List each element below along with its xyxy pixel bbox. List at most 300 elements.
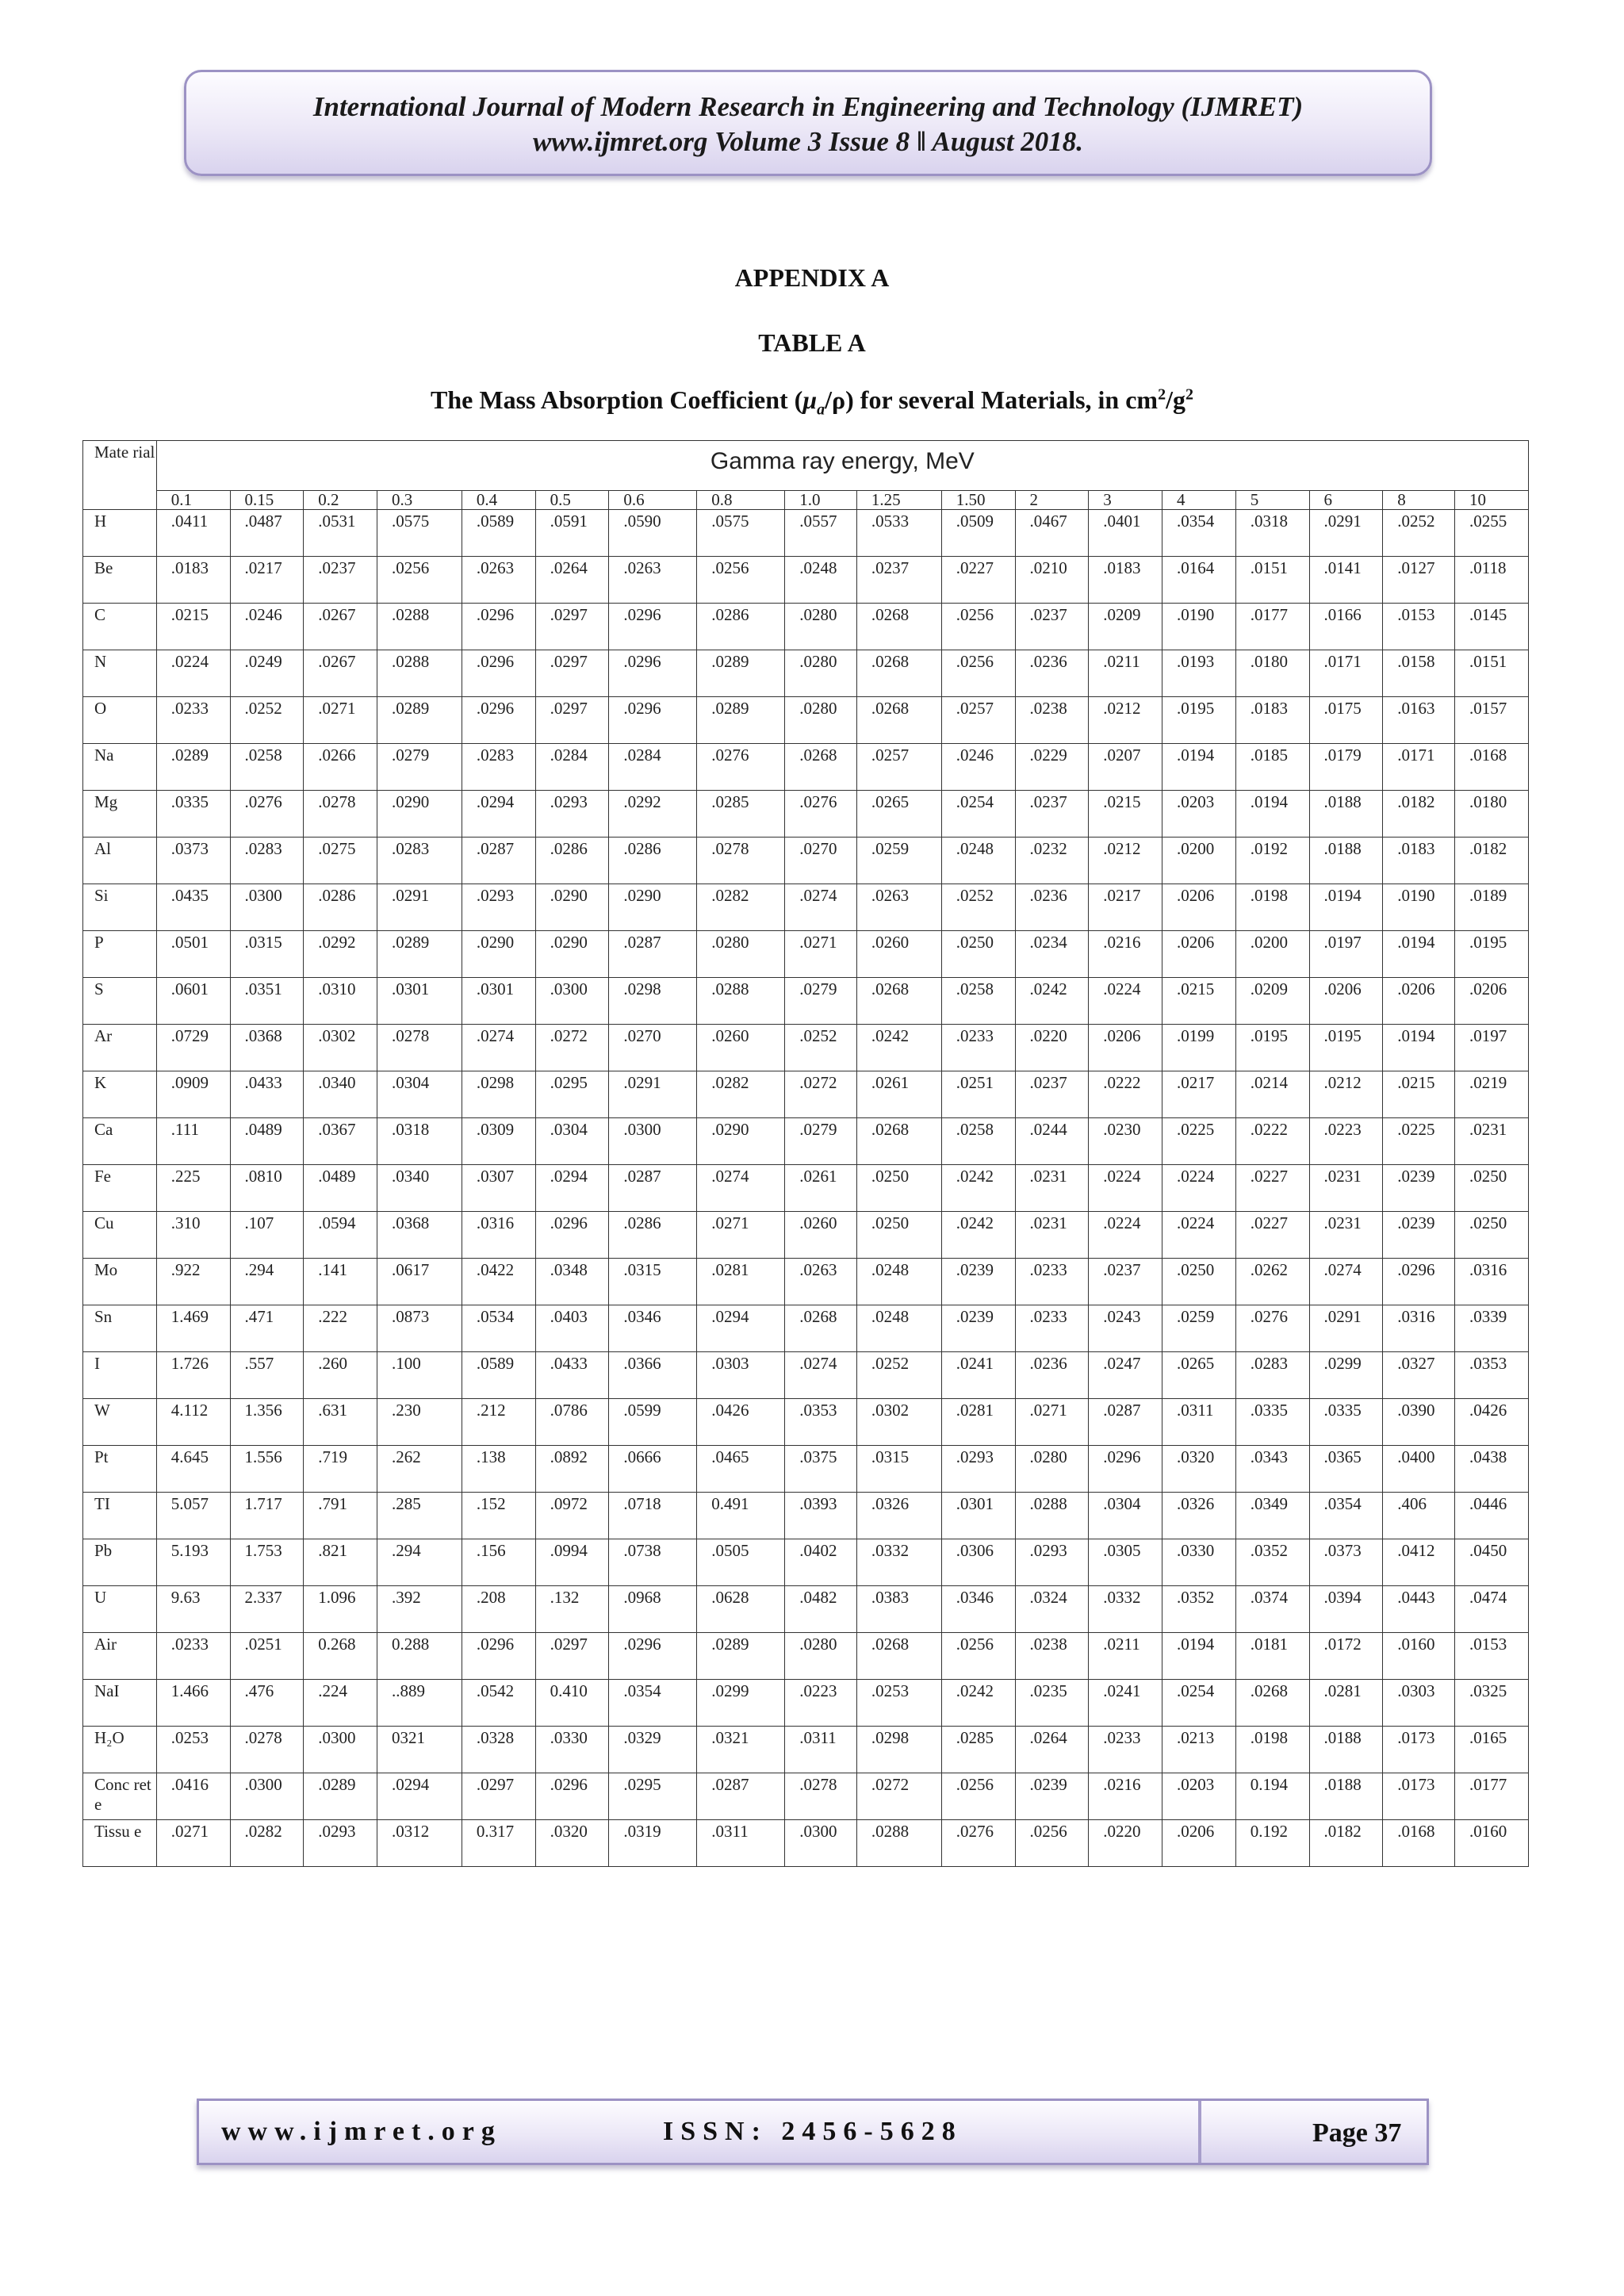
value-cell: .0271 [785,931,857,978]
energy-label: 0.4 [462,491,535,510]
material-cell: TI [83,1493,157,1539]
value-cell: .0298 [856,1727,941,1773]
value-cell: .0594 [304,1212,377,1259]
value-cell: .0253 [856,1680,941,1727]
table-row [83,1352,1529,1399]
value-cell: .0258 [230,744,304,791]
material-cell: I [83,1352,157,1399]
value-cell: .0227 [1235,1212,1309,1259]
value-cell: .294 [377,1539,462,1586]
value-cell: .0225 [1162,1118,1236,1165]
energy-label: 6 [1309,491,1383,510]
value-cell: .0286 [535,838,609,884]
value-cell: .0354 [1309,1493,1383,1539]
value-cell: 1.556 [230,1446,304,1493]
table-row [83,931,1529,978]
value-cell: .0224 [1162,1165,1236,1212]
value-cell: .0250 [941,931,1015,978]
value-cell: .285 [377,1493,462,1539]
value-cell: .0299 [697,1680,785,1727]
value-cell: .0194 [1162,744,1236,791]
value-cell: .0233 [156,1633,230,1680]
value-cell: .0151 [1235,557,1309,604]
value-cell: 0.192 [1235,1820,1309,1867]
value-cell: .0293 [535,791,609,838]
value-cell: .0474 [1455,1586,1529,1633]
table-row [83,1586,1529,1633]
table-row [83,1680,1529,1727]
value-cell: .152 [462,1493,535,1539]
value-cell: .0231 [1015,1212,1089,1259]
value-cell: 0321 [377,1727,462,1773]
value-cell: .0220 [1089,1820,1162,1867]
value-cell: .0393 [785,1493,857,1539]
value-cell: .0318 [1235,510,1309,557]
journal-issue-line: www.ijmret.org Volume 3 Issue 8 ǁ August 2018. [532,126,1084,157]
value-cell: .0215 [1089,791,1162,838]
value-cell: .0194 [1309,884,1383,931]
value-cell: .0303 [697,1352,785,1399]
value-cell: .0282 [697,884,785,931]
value-cell: .0271 [697,1212,785,1259]
caption-after-symbol: /ρ) for several Materials, in cm [825,385,1159,414]
material-cell: Mo [83,1259,157,1305]
value-cell: .0165 [1455,1727,1529,1773]
material-cell: Mg [83,791,157,838]
value-cell: .0274 [697,1165,785,1212]
value-cell: .0250 [1455,1165,1529,1212]
value-cell: .0188 [1309,791,1383,838]
value-cell: .0274 [1309,1259,1383,1305]
value-cell: .0315 [856,1446,941,1493]
value-cell: .0489 [304,1165,377,1212]
value-cell: .0278 [304,791,377,838]
value-cell: .0224 [1162,1212,1236,1259]
value-cell: .0296 [462,650,535,697]
value-cell: .0296 [462,604,535,650]
value-cell: .0267 [304,604,377,650]
value-cell: .262 [377,1446,462,1493]
material-cell: Tissu e [83,1820,157,1867]
table-row [83,1633,1529,1680]
value-cell: .0304 [535,1118,609,1165]
value-cell: .0173 [1383,1773,1455,1820]
value-cell: .0542 [462,1680,535,1727]
value-cell: .0296 [535,1212,609,1259]
value-cell: .0450 [1455,1539,1529,1586]
value-cell: .208 [462,1586,535,1633]
value-cell: .0209 [1089,604,1162,650]
value-cell: .0160 [1383,1633,1455,1680]
value-cell: .0326 [856,1493,941,1539]
value-cell: .0238 [1015,697,1089,744]
value-cell: .0287 [609,1165,697,1212]
value-cell: .0295 [535,1071,609,1118]
value-cell: .0248 [856,1305,941,1352]
value-cell: .0435 [156,884,230,931]
value-cell: .0281 [697,1259,785,1305]
value-cell: .0118 [1455,557,1529,604]
value-cell: .0166 [1309,604,1383,650]
value-cell: 1.469 [156,1305,230,1352]
value-cell: .0252 [230,697,304,744]
value-cell: .0262 [1235,1259,1309,1305]
value-cell: .0239 [1383,1165,1455,1212]
value-cell: .0216 [1089,931,1162,978]
value-cell: .0180 [1455,791,1529,838]
value-cell: .0250 [856,1165,941,1212]
value-cell: .0260 [785,1212,857,1259]
value-cell: .0153 [1383,604,1455,650]
value-cell: .0264 [535,557,609,604]
value-cell: .0343 [1235,1446,1309,1493]
value-cell: .0318 [377,1118,462,1165]
energy-label: 10 [1455,491,1529,510]
value-cell: .0224 [1089,1165,1162,1212]
value-cell: .0182 [1455,838,1529,884]
value-cell: .0324 [1015,1586,1089,1633]
value-cell: .0304 [1089,1493,1162,1539]
value-cell: .0198 [1235,884,1309,931]
value-cell: .0258 [941,978,1015,1025]
value-cell: .0261 [785,1165,857,1212]
table-row [83,604,1529,650]
value-cell: 1.466 [156,1680,230,1727]
value-cell: .922 [156,1259,230,1305]
value-cell: .0283 [377,838,462,884]
value-cell: .0211 [1089,650,1162,697]
value-cell: .0280 [785,650,857,697]
value-cell: .0278 [230,1727,304,1773]
value-cell: .0346 [609,1305,697,1352]
value-cell: .0589 [462,510,535,557]
value-cell: .0242 [941,1680,1015,1727]
value-cell: .0575 [377,510,462,557]
value-cell: .0256 [377,557,462,604]
energy-label: 1.0 [785,491,857,510]
value-cell: .0233 [941,1025,1015,1071]
value-cell: .0250 [1455,1212,1529,1259]
value-cell: .0207 [1089,744,1162,791]
value-cell: .0285 [941,1727,1015,1773]
value-cell: .0283 [462,744,535,791]
value-cell: .0332 [1089,1586,1162,1633]
value-cell: .0422 [462,1259,535,1305]
value-cell: .0291 [1309,1305,1383,1352]
energy-header: Gamma ray energy, MeV [156,441,1528,491]
value-cell: .0212 [1089,838,1162,884]
value-cell: .0666 [609,1446,697,1493]
value-cell: .0501 [156,931,230,978]
value-cell: .0217 [230,557,304,604]
energy-label: 0.2 [304,491,377,510]
value-cell: .0298 [609,978,697,1025]
value-cell: .0416 [156,1773,230,1820]
value-cell: .0729 [156,1025,230,1071]
value-cell: .0892 [535,1446,609,1493]
value-cell: .0293 [462,884,535,931]
value-cell: .0212 [1089,697,1162,744]
value-cell: .0268 [785,1305,857,1352]
energy-label: 0.5 [535,491,609,510]
value-cell: .0263 [609,557,697,604]
value-cell: .0286 [304,884,377,931]
value-cell: .0296 [1383,1259,1455,1305]
value-cell: .0590 [609,510,697,557]
value-cell: .0199 [1162,1025,1236,1071]
material-cell: Ar [83,1025,157,1071]
value-cell: .0198 [1235,1727,1309,1773]
value-cell: .0215 [1383,1071,1455,1118]
table-row [83,1305,1529,1352]
value-cell: .0278 [697,838,785,884]
value-cell: .0239 [941,1305,1015,1352]
value-cell: .0195 [1309,1025,1383,1071]
value-cell: .0256 [941,650,1015,697]
journal-title: International Journal of Modern Research in Engineering and Technology (IJMRET) [312,91,1304,122]
table-row [83,1773,1529,1820]
value-cell: .0177 [1235,604,1309,650]
value-cell: .0276 [941,1820,1015,1867]
material-cell: U [83,1586,157,1633]
value-cell: .0617 [377,1259,462,1305]
value-cell: .0224 [1089,1212,1162,1259]
value-cell: .0153 [1455,1633,1529,1680]
value-cell: .0297 [535,604,609,650]
value-cell: .0296 [1089,1446,1162,1493]
value-cell: .0298 [462,1071,535,1118]
value-cell: .0321 [697,1727,785,1773]
value-cell: 2.337 [230,1586,304,1633]
value-cell: 5.193 [156,1539,230,1586]
value-cell: .0274 [785,884,857,931]
value-cell: .0373 [1309,1539,1383,1586]
table-title: TABLE A [758,328,866,357]
value-cell: .0289 [377,697,462,744]
value-cell: .0297 [535,650,609,697]
value-cell: .0160 [1455,1820,1529,1867]
value-cell: .0195 [1455,931,1529,978]
value-cell: .0261 [856,1071,941,1118]
value-cell: .0225 [1383,1118,1455,1165]
caption-subscript: a [817,401,825,419]
value-cell: .0203 [1162,791,1236,838]
material-cell: Fe [83,1165,157,1212]
value-cell: .0354 [1162,510,1236,557]
value-cell: .0302 [856,1399,941,1446]
value-cell: .0601 [156,978,230,1025]
value-cell: .0257 [941,697,1015,744]
value-cell: .0263 [856,884,941,931]
value-cell: .0533 [856,510,941,557]
value-cell: .225 [156,1165,230,1212]
material-cell: Conc rete [83,1773,157,1820]
material-cell: Pt [83,1446,157,1493]
value-cell: .0280 [785,1633,857,1680]
value-cell: .0206 [1309,978,1383,1025]
value-cell: .476 [230,1680,304,1727]
value-cell: .0296 [609,697,697,744]
page-footer [197,2099,1429,2165]
value-cell: .0873 [377,1305,462,1352]
value-cell: 1.356 [230,1399,304,1446]
value-cell: .0252 [785,1025,857,1071]
value-cell: .0259 [1162,1305,1236,1352]
value-cell: .0287 [609,931,697,978]
value-cell: .0251 [230,1633,304,1680]
value-cell: .0446 [1455,1493,1529,1539]
value-cell: .0190 [1162,604,1236,650]
footer-issn: ISSN: 2456-5628 [663,2117,963,2146]
value-cell: .0227 [1235,1165,1309,1212]
value-cell: .0188 [1309,838,1383,884]
value-cell: .0375 [785,1446,857,1493]
energy-label: 1.25 [856,491,941,510]
value-cell: .0354 [609,1680,697,1727]
value-cell: .0213 [1162,1727,1236,1773]
value-cell: .0182 [1309,1820,1383,1867]
value-cell: 9.63 [156,1586,230,1633]
value-cell: .0335 [1235,1399,1309,1446]
value-cell: .0335 [156,791,230,838]
value-cell: .0289 [156,744,230,791]
value-cell: .0279 [785,978,857,1025]
value-cell: .0286 [697,604,785,650]
value-cell: .0268 [856,697,941,744]
footer-website: www.ijmret.org [221,2117,502,2146]
value-cell: .0241 [941,1352,1015,1399]
value-cell: .0467 [1015,510,1089,557]
value-cell: .0284 [609,744,697,791]
value-cell: .0289 [697,1633,785,1680]
value-cell: .0353 [1455,1352,1529,1399]
value-cell: .0329 [609,1727,697,1773]
value-cell: .0210 [1015,557,1089,604]
value-cell: .0289 [697,697,785,744]
value-cell: .0141 [1309,557,1383,604]
value-cell: .0239 [1015,1773,1089,1820]
table-row [83,884,1529,931]
value-cell: .0994 [535,1539,609,1586]
table-row [83,557,1529,604]
value-cell: .0365 [1309,1446,1383,1493]
value-cell: .0195 [1162,697,1236,744]
value-cell: .0250 [1162,1259,1236,1305]
value-cell: .0239 [941,1259,1015,1305]
value-cell: .0206 [1162,884,1236,931]
value-cell: .0352 [1235,1539,1309,1586]
value-cell: .0316 [462,1212,535,1259]
value-cell: .0290 [377,791,462,838]
value-cell: .0291 [1309,510,1383,557]
value-cell: .0223 [785,1680,857,1727]
energy-label: 0.3 [377,491,462,510]
value-cell: 1.726 [156,1352,230,1399]
value-cell: 5.057 [156,1493,230,1539]
value-cell: .0291 [377,884,462,931]
value-cell: .0127 [1383,557,1455,604]
value-cell: .0265 [1162,1352,1236,1399]
value-cell: .0403 [535,1305,609,1352]
value-cell: .0272 [856,1773,941,1820]
value-cell: .0305 [1089,1539,1162,1586]
value-cell: .0304 [377,1071,462,1118]
value-cell: .0246 [230,604,304,650]
value-cell: .0599 [609,1399,697,1446]
value-cell: .0217 [1089,884,1162,931]
value-cell: .224 [304,1680,377,1727]
value-cell: .0293 [304,1820,377,1867]
value-cell: .0294 [697,1305,785,1352]
value-cell: .0718 [609,1493,697,1539]
value-cell: .0259 [856,838,941,884]
value-cell: .0465 [697,1446,785,1493]
value-cell: .0289 [377,931,462,978]
value-cell: .0222 [1089,1071,1162,1118]
material-cell: N [83,650,157,697]
table-row [83,791,1529,838]
footer-page-number: Page 37 [1312,2118,1402,2148]
value-cell: .0346 [941,1586,1015,1633]
material-cell: Pb [83,1539,157,1586]
value-cell: .0268 [1235,1680,1309,1727]
material-cell: Air [83,1633,157,1680]
caption-symbol: μ [802,385,818,414]
value-cell: .0426 [1455,1399,1529,1446]
value-cell: .0250 [856,1212,941,1259]
value-cell: .222 [304,1305,377,1352]
value-cell: 1.753 [230,1539,304,1586]
value-cell: .0248 [941,838,1015,884]
value-cell: .0268 [856,1633,941,1680]
value-cell: .0320 [535,1820,609,1867]
value-cell: .0211 [1089,1633,1162,1680]
value-cell: .0271 [1015,1399,1089,1446]
value-cell: .0330 [535,1727,609,1773]
appendix-title: APPENDIX A [734,263,890,292]
value-cell: .0237 [1015,1071,1089,1118]
value-cell: .0222 [1235,1118,1309,1165]
energy-values-row [83,491,1529,510]
material-cell: S [83,978,157,1025]
value-cell: .0194 [1235,791,1309,838]
value-cell: .0287 [697,1773,785,1820]
value-cell: .0352 [1162,1586,1236,1633]
value-cell: .0183 [156,557,230,604]
value-cell: .0237 [1015,604,1089,650]
value-cell: .0531 [304,510,377,557]
energy-label: 3 [1089,491,1162,510]
value-cell: .0292 [304,931,377,978]
value-cell: .0280 [697,931,785,978]
value-cell: .0287 [462,838,535,884]
value-cell: .0264 [1015,1727,1089,1773]
value-cell: .0284 [535,744,609,791]
value-cell: .0233 [1015,1305,1089,1352]
value-cell: .0296 [535,1773,609,1820]
value-cell: .0557 [785,510,857,557]
value-cell: .0310 [304,978,377,1025]
value-cell: .0316 [1383,1305,1455,1352]
value-cell: .0267 [304,650,377,697]
value-cell: .0297 [535,697,609,744]
value-cell: .0280 [785,604,857,650]
value-cell: .0810 [230,1165,304,1212]
value-cell: .0278 [377,1025,462,1071]
value-cell: .0332 [856,1539,941,1586]
value-cell: .0738 [609,1539,697,1586]
value-cell: .0288 [856,1820,941,1867]
